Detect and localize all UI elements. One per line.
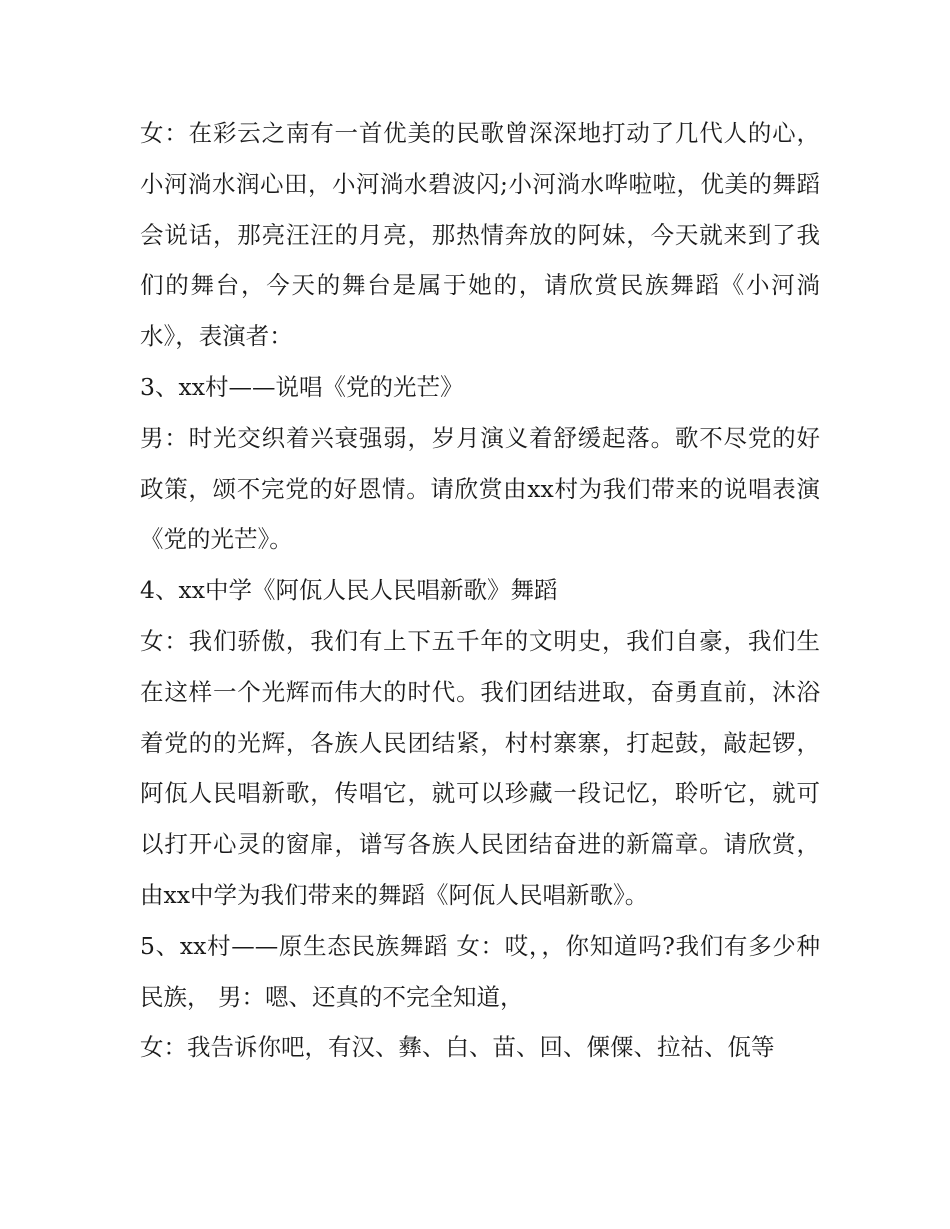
- paragraph-male-host-item-3: 男：时光交织着兴衰强弱，岁月演义着舒缓起落。歌不尽党的好政策，颂不完党的好恩情。请欣赏由xx村为我们带来的说唱表演《党的光芒》。: [140, 423, 820, 554]
- document-body: [140, 108, 820, 1073]
- program-item-4-heading: 4、xx中学《阿佤人民人民唱新歌》舞蹈: [140, 576, 558, 605]
- paragraph-female-host-item-4: 女：我们骄傲，我们有上下五千年的文明史，我们自豪，我们生在这样一个光辉而伟大的时代。我们团结进取，奋勇直前，沐浴着党的的光辉，各族人民团结紧，村村寨寨，打起鼓，敲起锣，阿佤人民唱新歌，传唱它，就可以珍藏一段记忆，聆听它，就可以打开心灵的窗扉，谱写各族人民团结奋进的新篇章。请欣赏，由xx中学为我们带来的舞蹈《阿佤人民唱新歌》。: [140, 626, 820, 909]
- paragraph-female-host-item-5: 女：我告诉你吧，有汉、彝、白、苗、回、傈僳、拉祜、佤等: [140, 1033, 775, 1062]
- paragraph-female-host-intro: 女：在彩云之南有一首优美的民歌曾深深地打动了几代人的心，小河淌水润心田，小河淌水碧波闪;小河淌水哗啦啦，优美的舞蹈会说话，那亮汪汪的月亮，那热情奔放的阿妹，今天就来到了我们的舞台，今天的舞台是属于她的，请欣赏民族舞蹈《小河淌水》，表演者：: [140, 119, 820, 351]
- program-item-5-heading: 5、xx村——原生态民族舞蹈 女：哎，，你知道吗?我们有多少种民族， 男：嗯、还真的不完全知道，: [140, 931, 820, 1011]
- program-item-3-heading: 3、xx村——说唱《党的光芒》: [140, 372, 464, 401]
